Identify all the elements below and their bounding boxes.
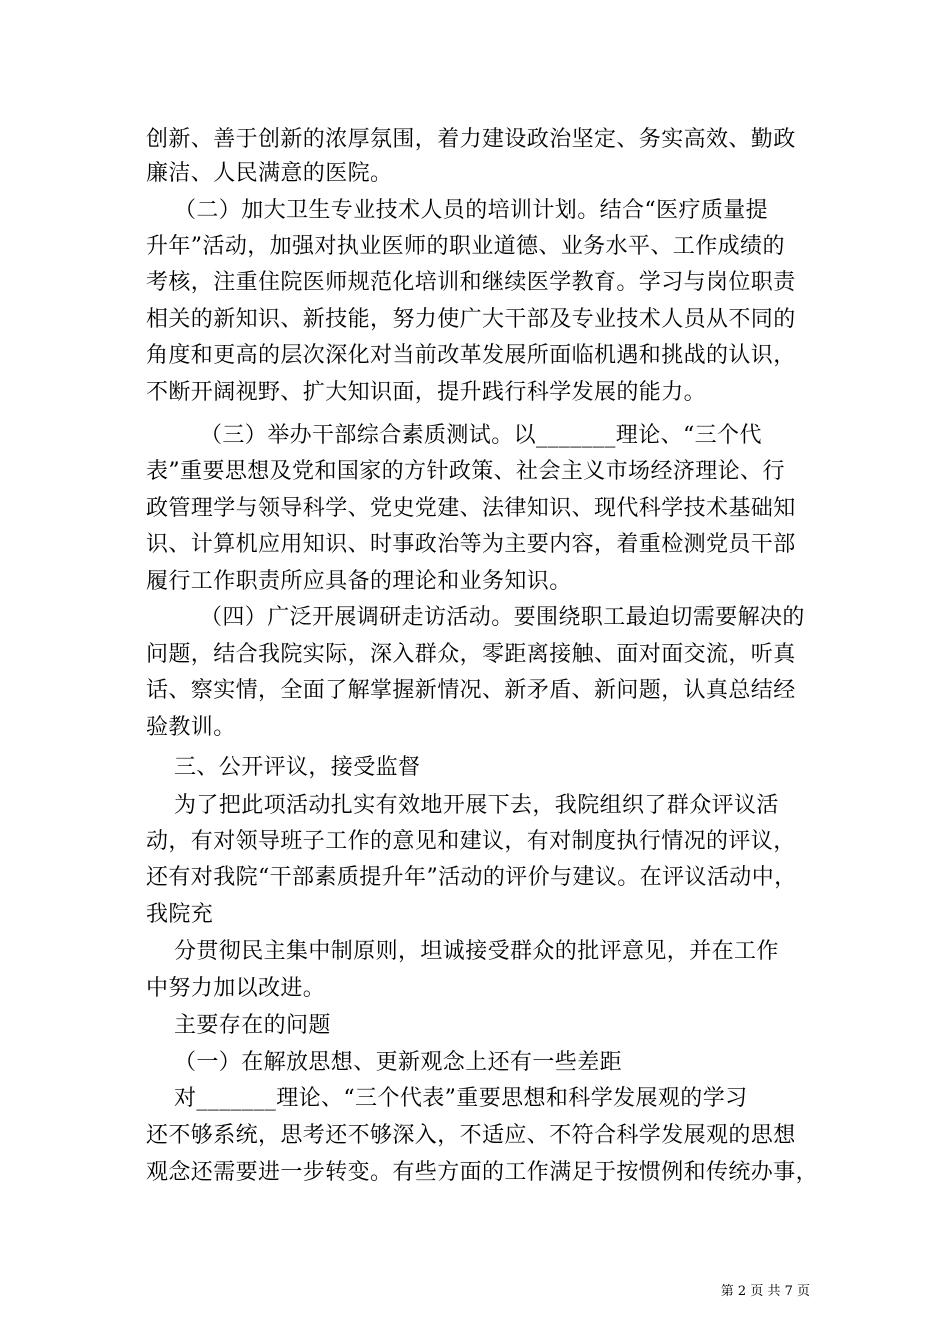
body-line: 问题，结合我院实际，深入群众，零距离接触、面对面交流，听真 xyxy=(146,642,796,667)
body-line: 不断开阔视野、扩大知识面，提升践行科学发展的能力。 xyxy=(146,380,707,405)
body-line: 分贯彻民主集中制原则，坦诚接受群众的批评意见，并在工作 xyxy=(174,939,779,964)
body-line: 动，有对领导班子工作的意见和建议，有对制度执行情况的评议， xyxy=(146,829,796,854)
body-line: 中努力加以改进。 xyxy=(146,976,326,1001)
page-number: 第 2 页 共 7 页 xyxy=(720,1284,810,1299)
body-line: 观念还需要进一步转变。有些方面的工作满足于按惯例和传统办事， xyxy=(146,1160,819,1185)
body-line: 我院充 xyxy=(146,902,214,927)
paragraph-heading-line: （四）广泛开展调研走访活动。要围绕职工最迫切需要解决的 xyxy=(200,605,805,630)
body-line: 履行工作职责所应具备的理论和业务知识。 xyxy=(146,569,572,594)
body-line: 相关的新知识、新技能，努力使广大干部及专业技术人员从不同的 xyxy=(146,307,796,332)
body-line: 话、察实情，全面了解掌握新情况、新矛盾、新问题，认真总结经 xyxy=(146,678,796,703)
paragraph-heading-line: （三）举办干部综合素质测试。以_______理论、“三个代 xyxy=(200,423,762,448)
body-line: 识、计算机应用知识、时事政治等为主要内容，着重检测党员干部 xyxy=(146,532,796,557)
body-line: 表”重要思想及党和国家的方针政策、社会主义市场经济理论、行 xyxy=(146,459,785,484)
section-heading: 三、公开评议，接受监督 xyxy=(174,755,421,780)
body-line: 还有对我院“干部素质提升年”活动的评价与建议。在评议活动中， xyxy=(146,865,797,890)
body-line: 为了把此项活动扎实有效地开展下去，我院组织了群众评议活 xyxy=(174,793,779,818)
body-line: 对_______理论、“三个代表”重要思想和科学发展观的学习 xyxy=(174,1086,748,1111)
paragraph-heading-line: （二）加大卫生专业技术人员的培训计划。结合“医疗质量提 xyxy=(174,198,769,223)
body-line: 角度和更高的层次深化对当前改革发展所面临机遇和挑战的认识， xyxy=(146,343,796,368)
body-line: 考核，注重住院医师规范化培训和继续医学教育。学习与岗位职责 xyxy=(146,270,796,295)
paragraph-heading-line: （一）在解放思想、更新观念上还有一些差距 xyxy=(174,1050,623,1075)
section-heading: 主要存在的问题 xyxy=(174,1013,331,1038)
body-line: 廉洁、人民满意的医院。 xyxy=(146,161,393,186)
body-line: 还不够系统，思考还不够深入，不适应、不符合科学发展观的思想 xyxy=(146,1123,796,1148)
body-line: 创新、善于创新的浓厚氛围，着力建设政治坚定、务实高效、勤政 xyxy=(146,127,796,152)
body-line: 政管理学与领导科学、党史党建、法律知识、现代科学技术基础知 xyxy=(146,496,796,521)
body-line: 验教训。 xyxy=(146,715,236,740)
body-line: 升年”活动，加强对执业医师的职业道德、业务水平、工作成绩的 xyxy=(146,234,785,259)
